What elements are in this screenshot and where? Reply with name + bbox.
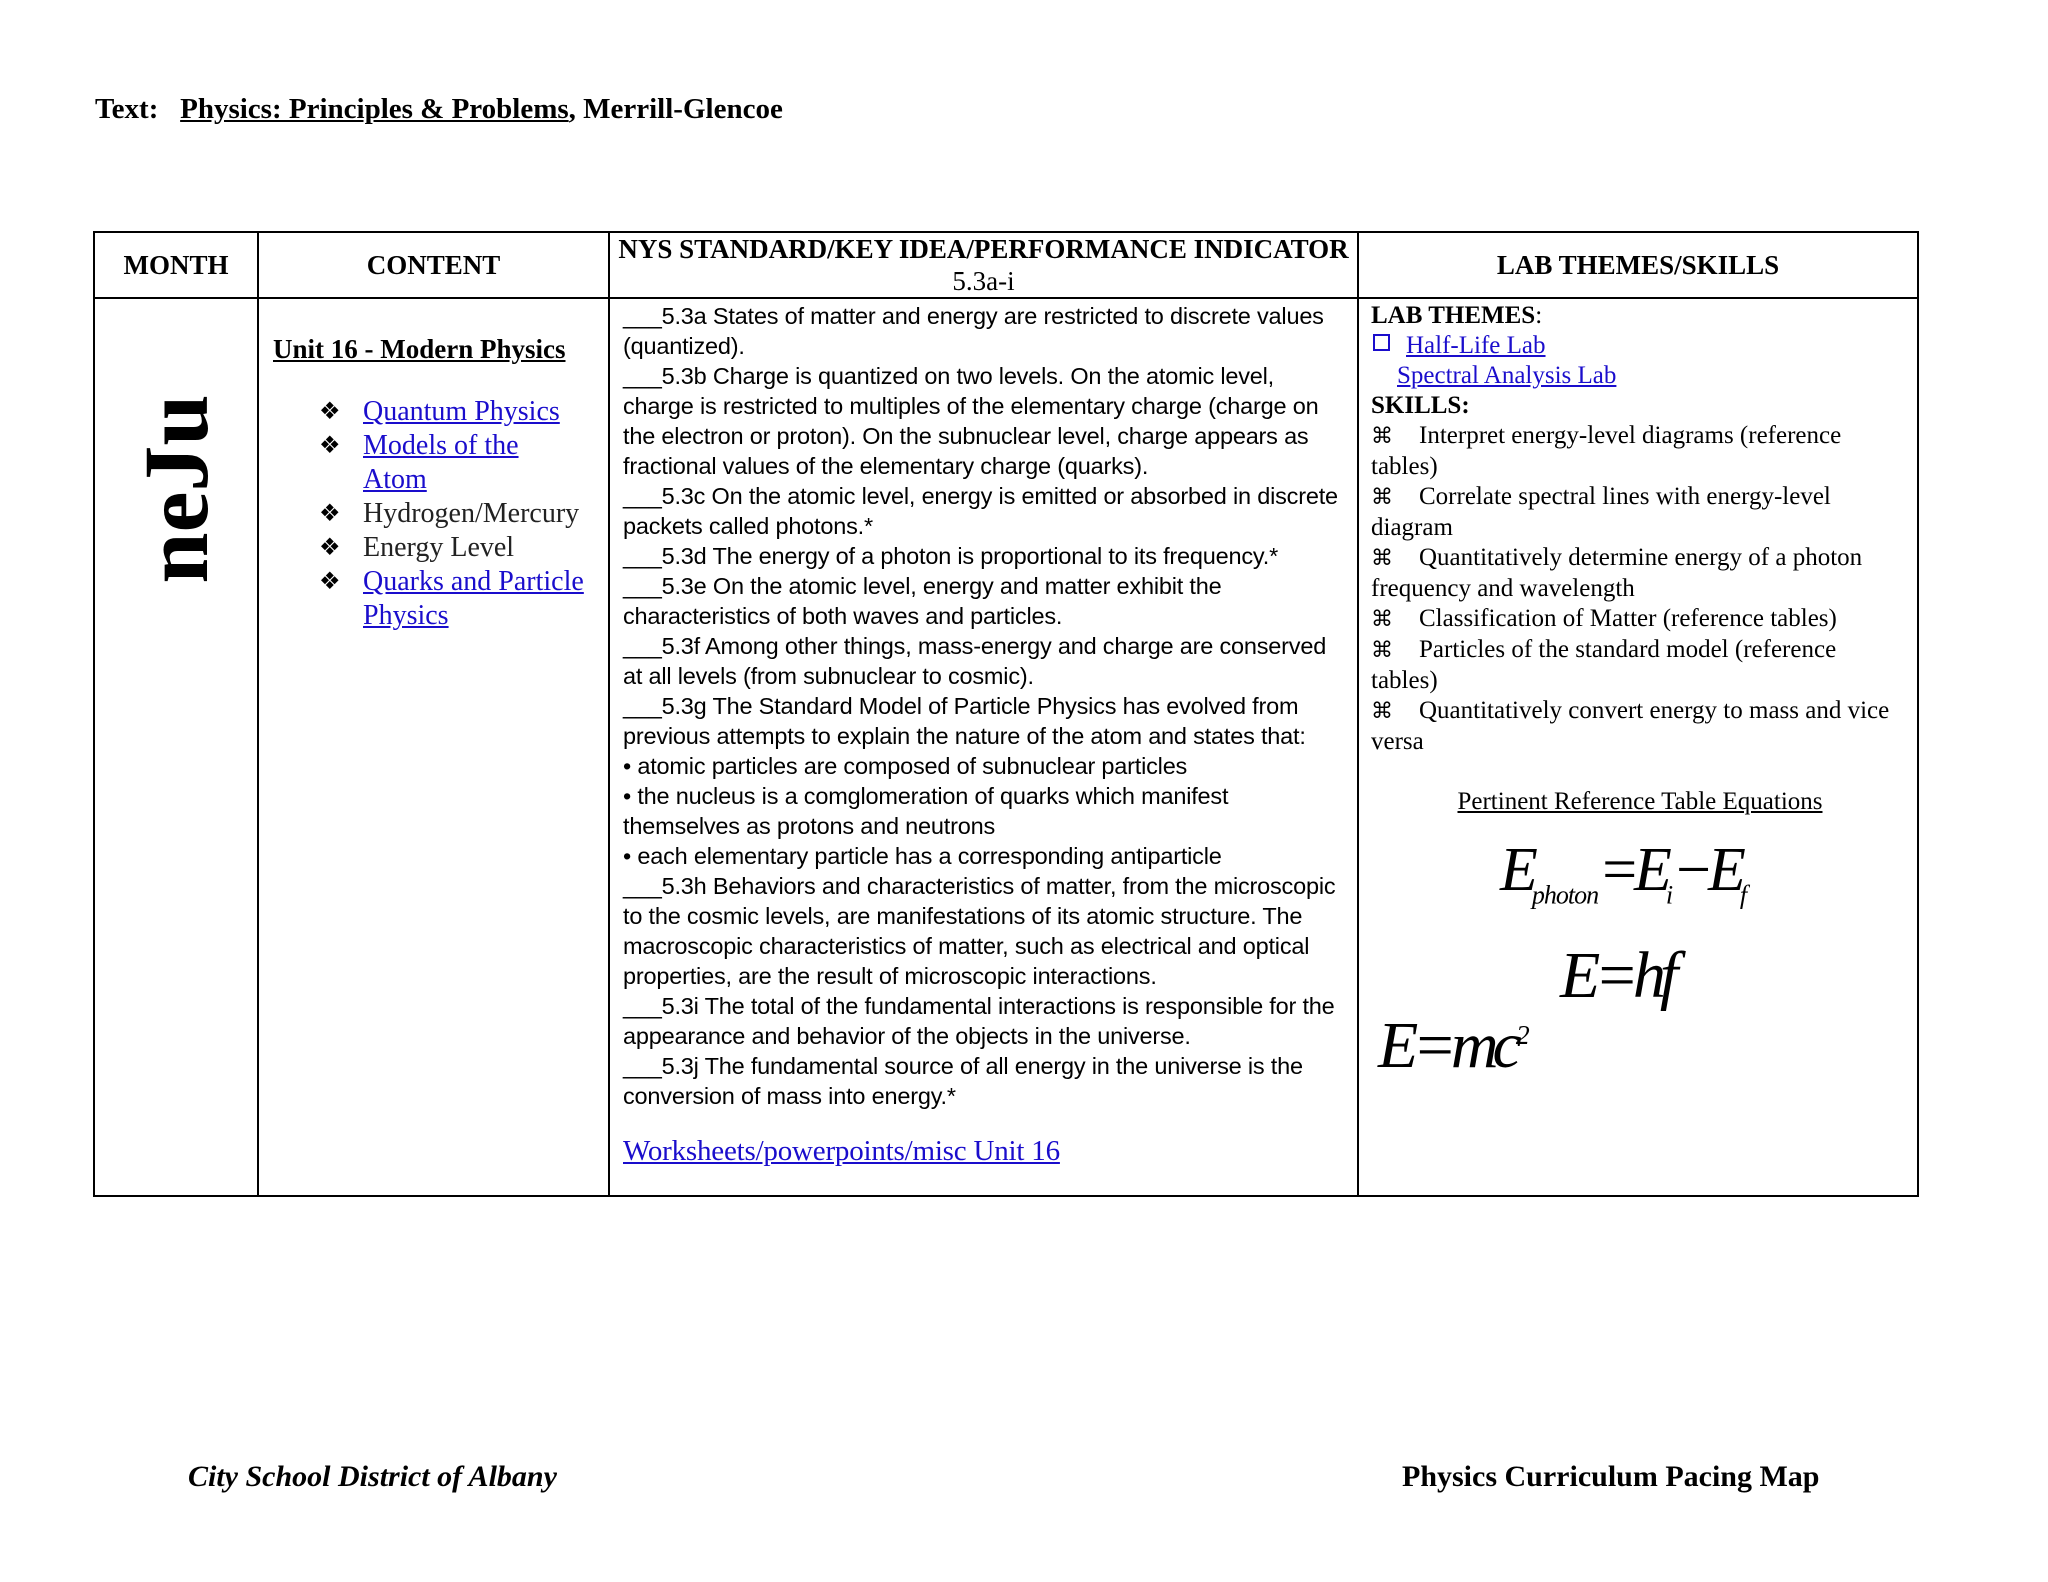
- standard-5-3g: ___5.3g The Standard Model of Particle Physics has evolved from previous attempts to explain the nature of the atom and states that:: [623, 693, 1306, 749]
- topic-hydrogen-mercury: Hydrogen/Mercury: [363, 498, 580, 529]
- standard-5-3i: ___5.3i The total of the fundamental interactions is responsible for the appearance and behavior of the objects in the universe.: [623, 993, 1335, 1049]
- footer-map-title: Physics Curriculum Pacing Map: [1402, 1460, 1820, 1493]
- standard-5-3h: ___5.3h Behaviors and characteristics of matter, from the microscopic to the cosmic levels, are manifestations of its atomic structure. The macroscopic characteristics of matter, such as electrical and optical properties, are the result of microscopic interactions.: [623, 873, 1336, 989]
- month-label: neJu: [125, 394, 227, 584]
- list-item: [259, 429, 608, 497]
- command-key-icon: ⌘: [1371, 607, 1393, 632]
- standard-5-3g-point-2: • the nucleus is a comglomeration of quarks which manifest themselves as protons and neutrons: [623, 783, 1229, 839]
- command-key-icon: ⌘: [1371, 424, 1393, 449]
- standard-5-3j: ___5.3j The fundamental source of all energy in the universe is the conversion of mass into energy.*: [623, 1053, 1303, 1109]
- topic-link-quantum-physics[interactable]: Quantum Physics: [363, 396, 560, 427]
- standard-5-3c: ___5.3c On the atomic level, energy is emitted or absorbed in discrete packets called photons.*: [623, 483, 1338, 539]
- skill-item: ⌘ Classification of Matter (reference tables): [1371, 604, 1909, 635]
- lab-themes-label: LAB THEMES: [1371, 302, 1536, 329]
- pacing-table: [93, 231, 1919, 1197]
- equation-mass-energy: $E=mc^2$: [1378, 1009, 1529, 1082]
- header-lab: LAB THEMES/SKILLS: [1358, 232, 1918, 298]
- topic-list: [259, 395, 608, 633]
- skill-item: ⌘ Particles of the standard model (reference tables): [1371, 636, 1837, 694]
- lab-themes-colon: :: [1535, 302, 1543, 329]
- lab-link-half-life-label: Half-Life Lab: [1406, 332, 1546, 359]
- worksheets-link[interactable]: Worksheets/powerpoints/misc Unit 16: [623, 1135, 1060, 1167]
- header-content: CONTENT: [258, 232, 609, 298]
- topic-link-quarks-particle-physics[interactable]: Quarks and Particle Physics: [363, 566, 584, 631]
- checkbox-icon: [1373, 334, 1390, 351]
- lab-link-spectral-analysis[interactable]: Spectral Analysis Lab: [1397, 362, 1617, 389]
- skill-item: ⌘ Interpret energy-level diagrams (reference tables): [1371, 422, 1842, 480]
- table-row: [94, 298, 1918, 1196]
- standard-5-3f: ___5.3f Among other things, mass-energy and charge are conserved at all levels (from subnuclear to cosmic).: [623, 633, 1327, 689]
- list-item: [259, 497, 608, 531]
- standard-5-3g-point-3: • each elementary particle has a corresponding antiparticle: [623, 843, 1222, 869]
- list-item: [259, 395, 608, 429]
- standard-5-3a: ___5.3a States of matter and energy are restricted to discrete values (quantized).: [623, 303, 1324, 359]
- list-item: [259, 531, 608, 565]
- standard-5-3g-point-1: • atomic particles are composed of subnuclear particles: [623, 753, 1188, 779]
- header-month: MONTH: [94, 232, 258, 298]
- lab-themes-heading: [1371, 301, 1909, 331]
- equation-photon-energy-frequency: E=hf: [1560, 939, 1673, 1012]
- skill-item: ⌘ Quantitatively convert energy to mass and vice versa: [1371, 697, 1890, 755]
- footer-district: City School District of Albany: [188, 1460, 557, 1493]
- list-item: [259, 565, 608, 633]
- command-key-icon: ⌘: [1371, 699, 1393, 724]
- topic-energy-level: Energy Level: [363, 532, 515, 563]
- header-standard-label: NYS STANDARD/KEY IDEA/PERFORMANCE INDICATOR: [618, 234, 1349, 264]
- skill-item: ⌘ Quantitatively determine energy of a photon frequency and wavelength: [1371, 544, 1863, 602]
- diamond-bullet-icon: ❖: [319, 535, 341, 561]
- standard-5-3e: ___5.3e On the atomic level, energy and matter exhibit the characteristics of both waves and particles.: [623, 573, 1222, 629]
- equation-photon-energy-levels: $E_{photon}=E_i-E_f$: [1500, 836, 1747, 910]
- skill-item: ⌘ Correlate spectral lines with energy-level diagram: [1371, 483, 1831, 541]
- diamond-bullet-icon: ❖: [319, 501, 341, 527]
- month-cell: [94, 298, 258, 1196]
- table-header-row: [94, 232, 1918, 298]
- equations-heading: Pertinent Reference Table Equations: [1457, 788, 1823, 815]
- standard-5-3b: ___5.3b Charge is quantized on two levels. On the atomic level, charge is restricted to multiples of the elementary charge (charge on the electron or proton). On the subnuclear level, charge appears as fractional values of the elementary charge (quarks).: [623, 363, 1319, 479]
- header-prefix: Text:: [95, 93, 159, 125]
- skills-heading: SKILLS:: [1371, 392, 1470, 419]
- unit-title: Unit 16 - Modern Physics: [273, 334, 566, 364]
- command-key-icon: ⌘: [1371, 546, 1393, 571]
- content-cell: [258, 298, 609, 1196]
- publisher: , Merrill-Glencoe: [568, 93, 783, 125]
- command-key-icon: ⌘: [1371, 638, 1393, 663]
- command-key-icon: ⌘: [1371, 485, 1393, 510]
- lab-link-half-life[interactable]: [1371, 331, 1909, 361]
- diamond-bullet-icon: ❖: [319, 399, 341, 425]
- standards-cell: [609, 298, 1358, 1196]
- diamond-bullet-icon: ❖: [319, 569, 341, 595]
- header-standard: [609, 232, 1358, 298]
- document-header: [95, 93, 783, 126]
- book-title: Physics: Principles & Problems: [180, 93, 569, 125]
- header-standard-suffix: 5.3a-i: [952, 266, 1015, 296]
- diamond-bullet-icon: ❖: [319, 433, 341, 459]
- standard-5-3d: ___5.3d The energy of a photon is proportional to its frequency.*: [623, 543, 1279, 569]
- topic-link-models-of-the-atom[interactable]: Models of the Atom: [363, 430, 519, 495]
